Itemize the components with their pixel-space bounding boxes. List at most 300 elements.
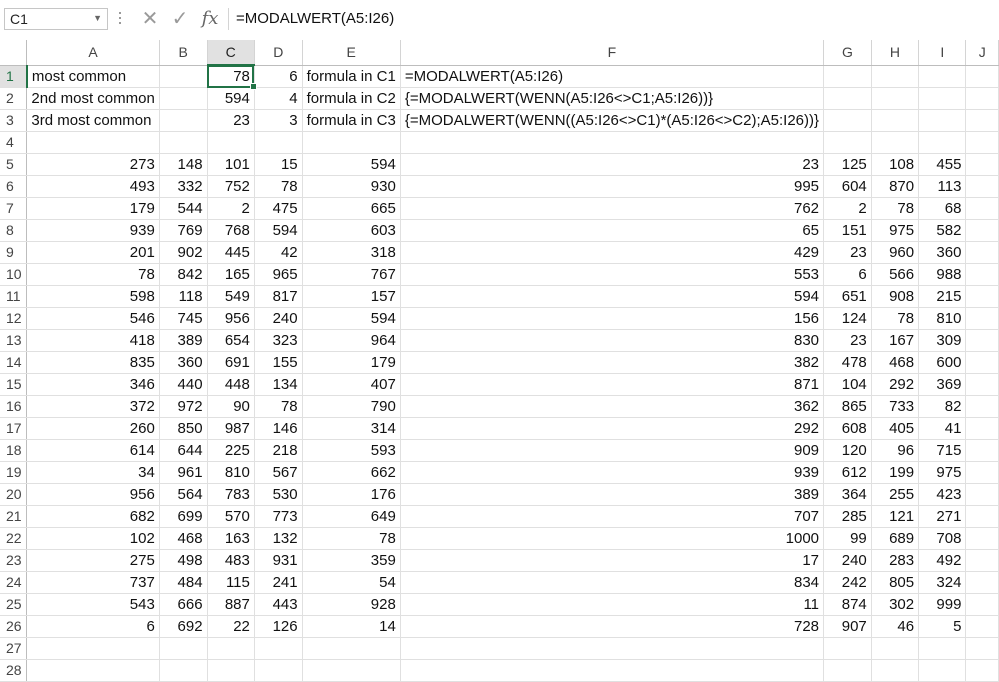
cell-d3[interactable]: 3 (254, 110, 302, 132)
cell-i3[interactable] (919, 110, 966, 132)
cell-d8[interactable]: 594 (254, 220, 302, 242)
column-header-e[interactable]: E (302, 40, 400, 65)
cell-c23[interactable]: 483 (207, 550, 254, 572)
cell-e15[interactable]: 407 (302, 374, 400, 396)
cell-g28[interactable] (824, 660, 872, 682)
cell-i22[interactable]: 708 (919, 528, 966, 550)
cell-e13[interactable]: 964 (302, 330, 400, 352)
cell-j4[interactable] (966, 132, 999, 154)
cell-a16[interactable]: 372 (27, 396, 159, 418)
cell-d13[interactable]: 323 (254, 330, 302, 352)
row-header[interactable]: 23 (0, 550, 27, 572)
row-header[interactable]: 5 (0, 154, 27, 176)
cell-c11[interactable]: 549 (207, 286, 254, 308)
cell-h13[interactable]: 167 (871, 330, 918, 352)
cell-c4[interactable] (207, 132, 254, 154)
cell-j27[interactable] (966, 638, 999, 660)
cell-g24[interactable]: 242 (824, 572, 872, 594)
cell-c18[interactable]: 225 (207, 440, 254, 462)
cell-f18[interactable]: 909 (400, 440, 823, 462)
cell-h21[interactable]: 121 (871, 506, 918, 528)
cell-a18[interactable]: 614 (27, 440, 159, 462)
cell-d16[interactable]: 78 (254, 396, 302, 418)
cell-a14[interactable]: 835 (27, 352, 159, 374)
cell-h11[interactable]: 908 (871, 286, 918, 308)
cell-a12[interactable]: 546 (27, 308, 159, 330)
cell-g17[interactable]: 608 (824, 418, 872, 440)
cell-d20[interactable]: 530 (254, 484, 302, 506)
cell-c14[interactable]: 691 (207, 352, 254, 374)
cell-d24[interactable]: 241 (254, 572, 302, 594)
cell-b13[interactable]: 389 (159, 330, 207, 352)
cell-a9[interactable]: 201 (27, 242, 159, 264)
cell-a2[interactable]: 2nd most common (27, 88, 159, 110)
cell-e3[interactable]: formula in C3 (302, 110, 400, 132)
cell-j3[interactable] (966, 110, 999, 132)
cell-c7[interactable]: 2 (207, 198, 254, 220)
cell-e5[interactable]: 594 (302, 154, 400, 176)
cell-c6[interactable]: 752 (207, 176, 254, 198)
cell-e7[interactable]: 665 (302, 198, 400, 220)
cell-g3[interactable] (824, 110, 872, 132)
cell-g10[interactable]: 6 (824, 264, 872, 286)
cell-a11[interactable]: 598 (27, 286, 159, 308)
cell-h26[interactable]: 46 (871, 616, 918, 638)
cell-d22[interactable]: 132 (254, 528, 302, 550)
cell-g5[interactable]: 125 (824, 154, 872, 176)
name-box[interactable] (4, 8, 108, 30)
row-header[interactable]: 26 (0, 616, 27, 638)
cell-i16[interactable]: 82 (919, 396, 966, 418)
cell-b20[interactable]: 564 (159, 484, 207, 506)
formula-input[interactable]: =MODALWERT(A5:I26) (236, 10, 395, 27)
column-header-c[interactable]: C (207, 40, 254, 65)
cell-j13[interactable] (966, 330, 999, 352)
cell-i2[interactable] (919, 88, 966, 110)
cell-e14[interactable]: 179 (302, 352, 400, 374)
cell-j6[interactable] (966, 176, 999, 198)
cell-g6[interactable]: 604 (824, 176, 872, 198)
cell-g15[interactable]: 104 (824, 374, 872, 396)
cell-c10[interactable]: 165 (207, 264, 254, 286)
cell-d14[interactable]: 155 (254, 352, 302, 374)
cell-g4[interactable] (824, 132, 872, 154)
row-header[interactable]: 9 (0, 242, 27, 264)
cell-f9[interactable]: 429 (400, 242, 823, 264)
row-header[interactable]: 13 (0, 330, 27, 352)
cell-c9[interactable]: 445 (207, 242, 254, 264)
cell-j28[interactable] (966, 660, 999, 682)
row-header[interactable]: 27 (0, 638, 27, 660)
cell-i18[interactable]: 715 (919, 440, 966, 462)
cell-j15[interactable] (966, 374, 999, 396)
cell-e19[interactable]: 662 (302, 462, 400, 484)
column-header-f[interactable]: F (400, 40, 823, 65)
cell-f1[interactable]: =MODALWERT(A5:I26) (400, 65, 823, 88)
cell-d7[interactable]: 475 (254, 198, 302, 220)
cell-i15[interactable]: 369 (919, 374, 966, 396)
row-header[interactable]: 10 (0, 264, 27, 286)
cell-b11[interactable]: 118 (159, 286, 207, 308)
cell-h24[interactable]: 805 (871, 572, 918, 594)
cell-d18[interactable]: 218 (254, 440, 302, 462)
column-header-j[interactable]: J (966, 40, 999, 65)
cell-g19[interactable]: 612 (824, 462, 872, 484)
cell-a23[interactable]: 275 (27, 550, 159, 572)
cell-f13[interactable]: 830 (400, 330, 823, 352)
cell-c26[interactable]: 22 (207, 616, 254, 638)
cell-h2[interactable] (871, 88, 918, 110)
cell-f28[interactable] (400, 660, 823, 682)
cell-j26[interactable] (966, 616, 999, 638)
cell-j2[interactable] (966, 88, 999, 110)
cell-e21[interactable]: 649 (302, 506, 400, 528)
cell-a17[interactable]: 260 (27, 418, 159, 440)
cell-d9[interactable]: 42 (254, 242, 302, 264)
column-header-i[interactable]: I (919, 40, 966, 65)
cell-b25[interactable]: 666 (159, 594, 207, 616)
cell-c15[interactable]: 448 (207, 374, 254, 396)
cell-h10[interactable]: 566 (871, 264, 918, 286)
row-header[interactable]: 17 (0, 418, 27, 440)
cell-c13[interactable]: 654 (207, 330, 254, 352)
cell-f14[interactable]: 382 (400, 352, 823, 374)
cell-f11[interactable]: 594 (400, 286, 823, 308)
cell-d17[interactable]: 146 (254, 418, 302, 440)
cell-j9[interactable] (966, 242, 999, 264)
cell-c19[interactable]: 810 (207, 462, 254, 484)
cell-i26[interactable]: 5 (919, 616, 966, 638)
cell-e8[interactable]: 603 (302, 220, 400, 242)
cell-a20[interactable]: 956 (27, 484, 159, 506)
cell-f21[interactable]: 707 (400, 506, 823, 528)
cell-b21[interactable]: 699 (159, 506, 207, 528)
row-header[interactable]: 7 (0, 198, 27, 220)
cell-f27[interactable] (400, 638, 823, 660)
cell-j8[interactable] (966, 220, 999, 242)
cell-j21[interactable] (966, 506, 999, 528)
cell-e24[interactable]: 54 (302, 572, 400, 594)
cell-i8[interactable]: 582 (919, 220, 966, 242)
cell-c12[interactable]: 956 (207, 308, 254, 330)
cell-b28[interactable] (159, 660, 207, 682)
cell-g9[interactable]: 23 (824, 242, 872, 264)
cell-d27[interactable] (254, 638, 302, 660)
cell-h23[interactable]: 283 (871, 550, 918, 572)
row-header[interactable]: 18 (0, 440, 27, 462)
cell-g23[interactable]: 240 (824, 550, 872, 572)
cell-j5[interactable] (966, 154, 999, 176)
cell-f4[interactable] (400, 132, 823, 154)
row-header[interactable]: 16 (0, 396, 27, 418)
column-header-b[interactable]: B (159, 40, 207, 65)
cell-e23[interactable]: 359 (302, 550, 400, 572)
cell-d6[interactable]: 78 (254, 176, 302, 198)
cell-e26[interactable]: 14 (302, 616, 400, 638)
row-header[interactable]: 2 (0, 88, 27, 110)
cell-e22[interactable]: 78 (302, 528, 400, 550)
cell-b26[interactable]: 692 (159, 616, 207, 638)
cell-f6[interactable]: 995 (400, 176, 823, 198)
cell-e25[interactable]: 928 (302, 594, 400, 616)
cell-j22[interactable] (966, 528, 999, 550)
cell-h20[interactable]: 255 (871, 484, 918, 506)
row-header[interactable]: 21 (0, 506, 27, 528)
cell-h19[interactable]: 199 (871, 462, 918, 484)
cell-a1[interactable]: most common (27, 65, 159, 88)
cell-d2[interactable]: 4 (254, 88, 302, 110)
cell-g25[interactable]: 874 (824, 594, 872, 616)
cell-d10[interactable]: 965 (254, 264, 302, 286)
cell-d5[interactable]: 15 (254, 154, 302, 176)
cell-h15[interactable]: 292 (871, 374, 918, 396)
row-header[interactable]: 6 (0, 176, 27, 198)
cell-h1[interactable] (871, 65, 918, 88)
cell-g16[interactable]: 865 (824, 396, 872, 418)
row-header[interactable]: 3 (0, 110, 27, 132)
cell-c22[interactable]: 163 (207, 528, 254, 550)
row-header[interactable]: 28 (0, 660, 27, 682)
cell-j23[interactable] (966, 550, 999, 572)
cell-f7[interactable]: 762 (400, 198, 823, 220)
cell-f10[interactable]: 553 (400, 264, 823, 286)
cancel-icon[interactable]: ✕ (141, 8, 159, 30)
cell-f15[interactable]: 871 (400, 374, 823, 396)
cell-j25[interactable] (966, 594, 999, 616)
cell-e9[interactable]: 318 (302, 242, 400, 264)
cell-d25[interactable]: 443 (254, 594, 302, 616)
cell-i28[interactable] (919, 660, 966, 682)
cell-i14[interactable]: 600 (919, 352, 966, 374)
cell-i27[interactable] (919, 638, 966, 660)
cell-j11[interactable] (966, 286, 999, 308)
cell-b10[interactable]: 842 (159, 264, 207, 286)
cell-f8[interactable]: 65 (400, 220, 823, 242)
cell-f19[interactable]: 939 (400, 462, 823, 484)
cell-h27[interactable] (871, 638, 918, 660)
cell-e28[interactable] (302, 660, 400, 682)
cell-c3[interactable]: 23 (207, 110, 254, 132)
cell-b12[interactable]: 745 (159, 308, 207, 330)
cell-b14[interactable]: 360 (159, 352, 207, 374)
cell-g14[interactable]: 478 (824, 352, 872, 374)
row-header[interactable]: 22 (0, 528, 27, 550)
cell-c5[interactable]: 101 (207, 154, 254, 176)
cell-h16[interactable]: 733 (871, 396, 918, 418)
column-header-a[interactable]: A (27, 40, 159, 65)
cell-a25[interactable]: 543 (27, 594, 159, 616)
cell-g12[interactable]: 124 (824, 308, 872, 330)
cell-c16[interactable]: 90 (207, 396, 254, 418)
cell-h8[interactable]: 975 (871, 220, 918, 242)
cell-d23[interactable]: 931 (254, 550, 302, 572)
cell-g13[interactable]: 23 (824, 330, 872, 352)
cell-f22[interactable]: 1000 (400, 528, 823, 550)
row-header[interactable]: 8 (0, 220, 27, 242)
select-all-corner[interactable] (0, 40, 27, 65)
cell-f2[interactable]: {=MODALWERT(WENN(A5:I26<>C1;A5:I26))} (400, 88, 823, 110)
cell-i11[interactable]: 215 (919, 286, 966, 308)
cell-a22[interactable]: 102 (27, 528, 159, 550)
cell-a24[interactable]: 737 (27, 572, 159, 594)
cell-i25[interactable]: 999 (919, 594, 966, 616)
name-box-value[interactable]: C1 (10, 11, 28, 27)
more-vertical-icon[interactable] (118, 9, 122, 29)
cell-f20[interactable]: 389 (400, 484, 823, 506)
cell-i10[interactable]: 988 (919, 264, 966, 286)
cell-d28[interactable] (254, 660, 302, 682)
cell-f25[interactable]: 11 (400, 594, 823, 616)
cell-d15[interactable]: 134 (254, 374, 302, 396)
cell-b2[interactable] (159, 88, 207, 110)
cell-c2[interactable]: 594 (207, 88, 254, 110)
cell-h22[interactable]: 689 (871, 528, 918, 550)
cell-h18[interactable]: 96 (871, 440, 918, 462)
cell-d11[interactable]: 817 (254, 286, 302, 308)
cell-d1[interactable]: 6 (254, 65, 302, 88)
cell-a21[interactable]: 682 (27, 506, 159, 528)
cell-j24[interactable] (966, 572, 999, 594)
cell-j19[interactable] (966, 462, 999, 484)
cell-b15[interactable]: 440 (159, 374, 207, 396)
cell-a19[interactable]: 34 (27, 462, 159, 484)
cell-j14[interactable] (966, 352, 999, 374)
cell-a13[interactable]: 418 (27, 330, 159, 352)
cell-i20[interactable]: 423 (919, 484, 966, 506)
cell-j1[interactable] (966, 65, 999, 88)
cell-g22[interactable]: 99 (824, 528, 872, 550)
cell-c8[interactable]: 768 (207, 220, 254, 242)
cell-b4[interactable] (159, 132, 207, 154)
cell-j18[interactable] (966, 440, 999, 462)
cell-a15[interactable]: 346 (27, 374, 159, 396)
cell-a10[interactable]: 78 (27, 264, 159, 286)
cell-c1[interactable]: 78 (207, 65, 254, 88)
cell-i12[interactable]: 810 (919, 308, 966, 330)
cell-d19[interactable]: 567 (254, 462, 302, 484)
row-header[interactable]: 14 (0, 352, 27, 374)
cell-h7[interactable]: 78 (871, 198, 918, 220)
cell-c21[interactable]: 570 (207, 506, 254, 528)
cell-j7[interactable] (966, 198, 999, 220)
cell-h25[interactable]: 302 (871, 594, 918, 616)
cell-b1[interactable] (159, 65, 207, 88)
cell-j17[interactable] (966, 418, 999, 440)
column-header-h[interactable]: H (871, 40, 918, 65)
cell-e17[interactable]: 314 (302, 418, 400, 440)
cell-b22[interactable]: 468 (159, 528, 207, 550)
cell-b27[interactable] (159, 638, 207, 660)
cell-b3[interactable] (159, 110, 207, 132)
cell-e18[interactable]: 593 (302, 440, 400, 462)
cell-b18[interactable]: 644 (159, 440, 207, 462)
cell-h28[interactable] (871, 660, 918, 682)
cell-i24[interactable]: 324 (919, 572, 966, 594)
cell-h12[interactable]: 78 (871, 308, 918, 330)
row-header[interactable]: 24 (0, 572, 27, 594)
cell-h17[interactable]: 405 (871, 418, 918, 440)
row-header[interactable]: 20 (0, 484, 27, 506)
chevron-down-icon[interactable]: ▼ (93, 13, 102, 23)
cell-i9[interactable]: 360 (919, 242, 966, 264)
cell-e12[interactable]: 594 (302, 308, 400, 330)
cell-i1[interactable] (919, 65, 966, 88)
cell-b16[interactable]: 972 (159, 396, 207, 418)
cell-a27[interactable] (27, 638, 159, 660)
cell-b8[interactable]: 769 (159, 220, 207, 242)
cell-e2[interactable]: formula in C2 (302, 88, 400, 110)
row-header[interactable]: 12 (0, 308, 27, 330)
cell-g11[interactable]: 651 (824, 286, 872, 308)
cell-c17[interactable]: 987 (207, 418, 254, 440)
fx-icon[interactable]: fx (201, 8, 219, 29)
cell-f23[interactable]: 17 (400, 550, 823, 572)
cell-i6[interactable]: 113 (919, 176, 966, 198)
cell-c27[interactable] (207, 638, 254, 660)
cell-a7[interactable]: 179 (27, 198, 159, 220)
cell-f17[interactable]: 292 (400, 418, 823, 440)
cell-a3[interactable]: 3rd most common (27, 110, 159, 132)
row-header[interactable]: 25 (0, 594, 27, 616)
cell-a5[interactable]: 273 (27, 154, 159, 176)
cell-f16[interactable]: 362 (400, 396, 823, 418)
enter-icon[interactable]: ✓ (171, 8, 189, 30)
cell-d21[interactable]: 773 (254, 506, 302, 528)
cell-g8[interactable]: 151 (824, 220, 872, 242)
cell-d12[interactable]: 240 (254, 308, 302, 330)
cell-g7[interactable]: 2 (824, 198, 872, 220)
cell-g27[interactable] (824, 638, 872, 660)
cell-h4[interactable] (871, 132, 918, 154)
cell-f5[interactable]: 23 (400, 154, 823, 176)
cell-a28[interactable] (27, 660, 159, 682)
cell-h14[interactable]: 468 (871, 352, 918, 374)
cell-a6[interactable]: 493 (27, 176, 159, 198)
cell-g26[interactable]: 907 (824, 616, 872, 638)
cell-e10[interactable]: 767 (302, 264, 400, 286)
row-header[interactable]: 11 (0, 286, 27, 308)
column-header-d[interactable]: D (254, 40, 302, 65)
cell-b6[interactable]: 332 (159, 176, 207, 198)
cell-d26[interactable]: 126 (254, 616, 302, 638)
cell-e16[interactable]: 790 (302, 396, 400, 418)
cell-i21[interactable]: 271 (919, 506, 966, 528)
cell-e11[interactable]: 157 (302, 286, 400, 308)
cell-b23[interactable]: 498 (159, 550, 207, 572)
cell-b5[interactable]: 148 (159, 154, 207, 176)
cell-e1[interactable]: formula in C1 (302, 65, 400, 88)
cell-h5[interactable]: 108 (871, 154, 918, 176)
cell-a4[interactable] (27, 132, 159, 154)
row-header[interactable]: 15 (0, 374, 27, 396)
cell-g20[interactable]: 364 (824, 484, 872, 506)
cell-g18[interactable]: 120 (824, 440, 872, 462)
cell-e20[interactable]: 176 (302, 484, 400, 506)
cell-j20[interactable] (966, 484, 999, 506)
cell-e6[interactable]: 930 (302, 176, 400, 198)
row-header[interactable]: 1 (0, 65, 27, 88)
cell-f12[interactable]: 156 (400, 308, 823, 330)
cell-a8[interactable]: 939 (27, 220, 159, 242)
column-header-g[interactable]: G (824, 40, 872, 65)
cell-i13[interactable]: 309 (919, 330, 966, 352)
cell-i5[interactable]: 455 (919, 154, 966, 176)
cell-f26[interactable]: 728 (400, 616, 823, 638)
cell-b7[interactable]: 544 (159, 198, 207, 220)
cell-e27[interactable] (302, 638, 400, 660)
cell-c24[interactable]: 115 (207, 572, 254, 594)
cell-b17[interactable]: 850 (159, 418, 207, 440)
